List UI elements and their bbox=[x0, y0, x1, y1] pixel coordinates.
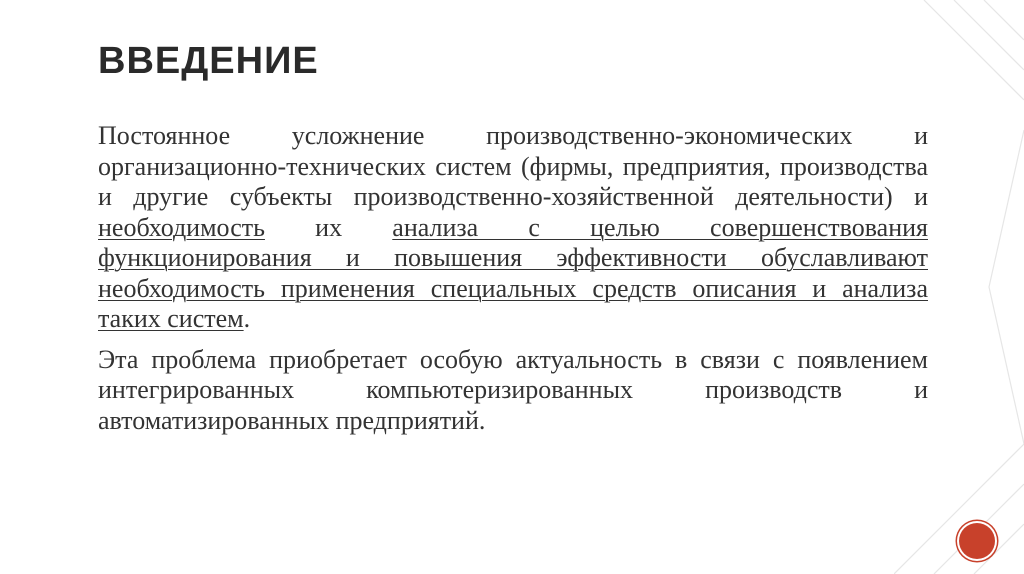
paragraph-1-text: . bbox=[243, 304, 251, 333]
slide-body bbox=[98, 121, 928, 446]
slide-number-badge bbox=[959, 523, 995, 559]
underlined-text: анализа с целью совершенствования функционирования и повышения эффективности обуславливают необходимость применения специальных средств описания и анализа таких систем bbox=[98, 212, 928, 333]
paragraph-1-text: Постоянное усложнение производственно-экономических и организационно-технических систем (фирмы, предприятия, производства и другие субъекты производственно-хозяйственной деятельности) и bbox=[98, 121, 928, 211]
paragraph-2: Эта проблема приобретает особую актуальность в связи с появлением интегрированных компьютеризированных производств и автоматизированных предприятий. bbox=[98, 344, 928, 435]
paragraph-1-text: их bbox=[264, 212, 393, 242]
page-title: ВВЕДЕНИЕ bbox=[98, 40, 319, 82]
paragraph-1 bbox=[98, 121, 928, 335]
underlined-text: необходимость bbox=[98, 212, 265, 242]
